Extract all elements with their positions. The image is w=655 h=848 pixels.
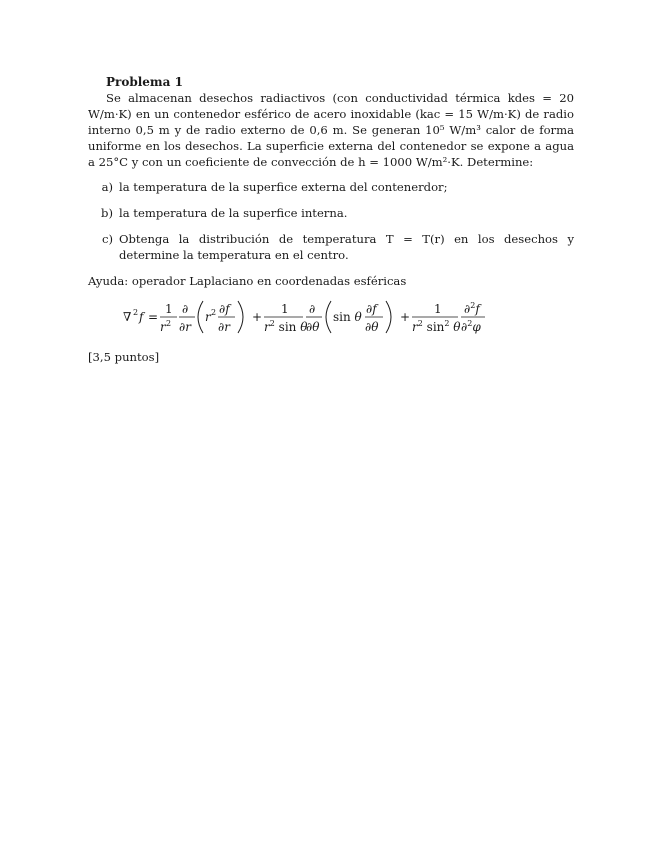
svg-text:∂θ: ∂θ: [306, 320, 320, 334]
svg-text:1: 1: [281, 302, 289, 316]
svg-text:∂2f: ∂$^2$f: [464, 301, 480, 316]
svg-text:2: 2: [133, 308, 139, 317]
hint-text: Ayuda: operador Laplaciano en coordenadas esféricas: [88, 274, 407, 288]
svg-text:∂: ∂: [309, 302, 316, 316]
svg-text:2: 2: [166, 319, 172, 328]
svg-text:∂θ: ∂θ: [365, 320, 379, 334]
svg-text:f: f: [139, 310, 144, 324]
laplacian-equation-graphic: [121, 295, 541, 339]
problem-statement: Se almacenan desechos radiactivos (con conductividad térmica kdes = 20 W/m·K) en un contenedor esférico de acero inoxidable (kac = 15 W/m·K) de radio interno 0,5 m y de radio externo de 0,6 m. Se generan 10⁵ W/m³ calor de forma uniforme en los desechos. La superficie externa del contenedor se expone a agua a 25°C y con un coeficiente de convección de h = 1000 W/m²·K. Determine:: [88, 91, 574, 169]
problem-block: [88, 74, 574, 365]
svg-text:∂f: ∂f: [366, 302, 377, 316]
svg-text:r: r: [160, 320, 166, 334]
problem-title: Problema 1: [106, 75, 183, 89]
svg-text:∇: ∇: [123, 310, 132, 324]
laplacian-equation: [88, 295, 574, 339]
question-label: c): [101, 232, 113, 246]
points-value: [3,5 puntos]: [88, 350, 160, 364]
svg-text:r2 sin θ: $r^2$ sin θ: [264, 319, 308, 334]
svg-text:1: 1: [165, 302, 173, 316]
question-list: [88, 179, 574, 263]
svg-text:=: =: [148, 310, 159, 324]
question-text: Obtenga la distribución de temperatura T = T(r) en los desechos y determine la temperatura en el centro.: [119, 232, 574, 262]
svg-text:∂2φ: ∂$^2$φ: [461, 319, 481, 334]
svg-text:∂: ∂: [182, 302, 189, 316]
svg-text:sin θ: sin θ: [333, 310, 362, 324]
question-label: a): [101, 180, 113, 194]
svg-text:∂f: ∂f: [219, 302, 230, 316]
svg-text:∂r: ∂r: [218, 320, 230, 334]
svg-text:∂r: ∂r: [179, 320, 191, 334]
question-text: la temperatura de la superfice interna.: [119, 206, 348, 220]
svg-text:r: r: [205, 310, 211, 324]
question-item: [88, 179, 574, 195]
question-item: [88, 205, 574, 221]
svg-text:r2 sin2 θ: $r^2$ $\sin^2 \theta$: [412, 319, 461, 334]
question-label: b): [101, 206, 113, 220]
question-item: [88, 231, 574, 263]
svg-text:2: 2: [211, 308, 217, 317]
svg-text:+: +: [400, 310, 411, 324]
question-text: la temperatura de la superfice externa del contenerdor;: [119, 180, 448, 194]
svg-text:1: 1: [434, 302, 442, 316]
svg-text:+: +: [252, 310, 263, 324]
